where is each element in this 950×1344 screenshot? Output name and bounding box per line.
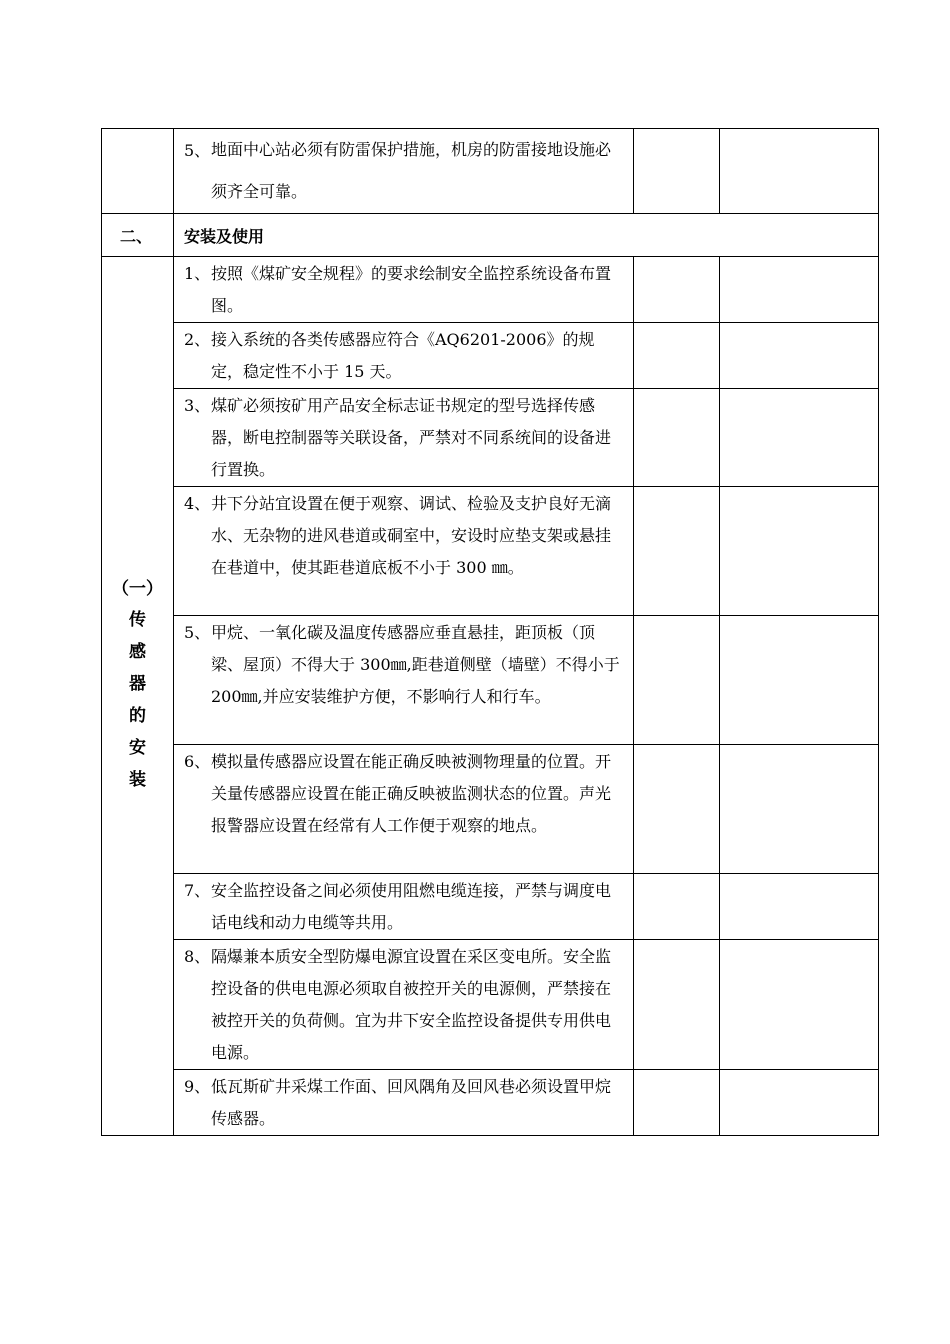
check-cell (634, 745, 720, 874)
group-char: 的 (129, 706, 146, 726)
item-cell (174, 389, 634, 487)
check-cell (634, 940, 720, 1070)
item-text: 地面中心站必须有防雷保护措施，机房的防雷接地设施必须齐全可靠。 (211, 140, 612, 201)
item-cell (174, 1070, 634, 1136)
table-row (102, 874, 879, 940)
table-row (102, 487, 879, 616)
item-number: 5、 (184, 623, 211, 642)
empty-cell (102, 129, 174, 214)
item-number: 4、 (184, 494, 211, 513)
item-number: 6、 (184, 752, 211, 771)
item-cell (174, 940, 634, 1070)
item-cell (174, 323, 634, 389)
check-cell (634, 129, 720, 214)
section-row (102, 214, 879, 257)
item-text: 模拟量传感器应设置在能正确反映被测物理量的位置。开关量传感器应设置在能正确反映被监测状态的位置。声光报警器应设置在经常有人工作便于观察的地点。 (211, 752, 612, 835)
check-cell (634, 487, 720, 616)
item-cell (174, 745, 634, 874)
group-label-cell (102, 257, 174, 1136)
item-text: 隔爆兼本质安全型防爆电源宜设置在采区变电所。安全监控设备的供电电源必须取自被控开关的电源侧，严禁接在被控开关的负荷侧。宜为井下安全监控设备提供专用供电电源。 (211, 947, 612, 1062)
group-char: 安 (129, 738, 146, 758)
item-number: 2、 (184, 330, 211, 349)
item-number: 3、 (184, 396, 211, 415)
item-text: 煤矿必须按矿用产品安全标志证书规定的型号选择传感器，断电控制器等关联设备，严禁对不同系统间的设备进行置换。 (211, 396, 612, 479)
item-number: 5、 (184, 141, 211, 160)
table-row (102, 129, 879, 214)
inspection-table (101, 128, 879, 1136)
group-char: 传 (129, 610, 146, 630)
item-cell (174, 616, 634, 745)
item-cell (174, 129, 634, 214)
remark-cell (720, 129, 879, 214)
item-cell (174, 874, 634, 940)
section-number: 二、 (102, 214, 174, 257)
group-number: （一） (112, 579, 163, 599)
check-cell (634, 1070, 720, 1136)
group-char: 器 (129, 674, 146, 694)
group-char: 装 (129, 770, 146, 790)
table-row (102, 257, 879, 323)
section-title: 安装及使用 (174, 214, 879, 257)
item-text: 安全监控设备之间必须使用阻燃电缆连接，严禁与调度电话电线和动力电缆等共用。 (211, 881, 612, 932)
item-number: 8、 (184, 947, 211, 966)
item-text: 甲烷、一氧化碳及温度传感器应垂直悬挂，距顶板（顶梁、屋顶）不得大于 300㎜,距巷道侧壁（墙壁）不得小于 200㎜,并应安装维护方便，不影响行人和行车。 (211, 623, 620, 706)
item-text: 低瓦斯矿井采煤工作面、回风隅角及回风巷必须设置甲烷传感器。 (211, 1077, 612, 1128)
check-cell (634, 323, 720, 389)
item-text: 按照《煤矿安全规程》的要求绘制安全监控系统设备布置图。 (211, 264, 612, 315)
table-row (102, 323, 879, 389)
remark-cell (720, 616, 879, 745)
group-char: 感 (129, 642, 146, 662)
remark-cell (720, 940, 879, 1070)
remark-cell (720, 745, 879, 874)
remark-cell (720, 1070, 879, 1136)
table-row (102, 389, 879, 487)
table-row (102, 1070, 879, 1136)
remark-cell (720, 323, 879, 389)
item-text: 井下分站宜设置在便于观察、调试、检验及支护良好无滴水、无杂物的进风巷道或硐室中，安设时应垫支架或悬挂在巷道中，使其距巷道底板不小于 300 ㎜。 (211, 494, 612, 577)
item-cell (174, 257, 634, 323)
remark-cell (720, 257, 879, 323)
table-row (102, 616, 879, 745)
check-cell (634, 616, 720, 745)
check-cell (634, 389, 720, 487)
table-row (102, 940, 879, 1070)
item-text: 接入系统的各类传感器应符合《AQ6201-2006》的规定，稳定性不小于 15 天。 (211, 330, 595, 381)
item-number: 7、 (184, 881, 211, 900)
remark-cell (720, 389, 879, 487)
check-cell (634, 874, 720, 940)
item-number: 1、 (184, 264, 211, 283)
check-cell (634, 257, 720, 323)
remark-cell (720, 874, 879, 940)
item-cell (174, 487, 634, 616)
remark-cell (720, 487, 879, 616)
item-number: 9、 (184, 1077, 211, 1096)
table-row (102, 745, 879, 874)
